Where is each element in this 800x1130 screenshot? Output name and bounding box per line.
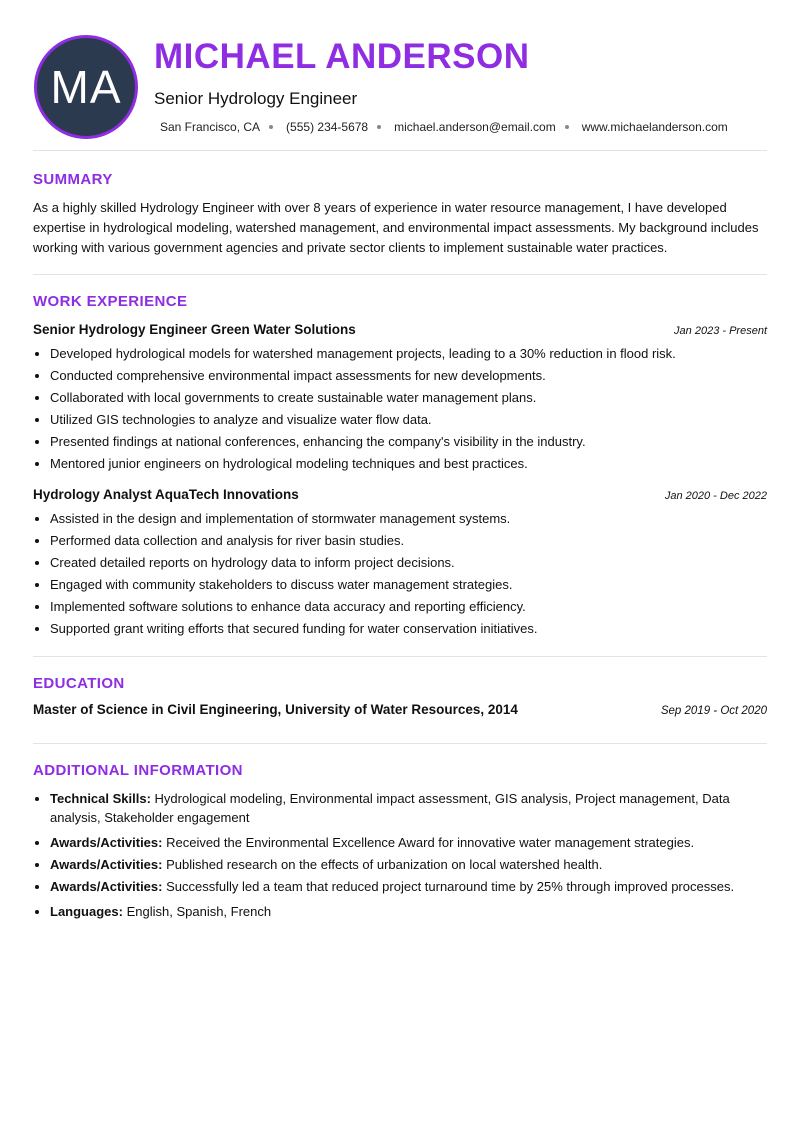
item-text: Received the Environmental Excellence Award for innovative water management strategies. [166,835,695,850]
additional-information-section [33,744,767,921]
job-bullet: • Mentored junior engineers on hydrological modeling techniques and best practices. [50,453,767,475]
summary-section [33,151,767,275]
education-date: Sep 2019 - Oct 2020 [660,705,767,717]
item-label: Awards/Activities: [50,879,163,894]
item-text: English, Spanish, French [126,904,272,919]
contact-website: www.michaelanderson.com [581,120,728,134]
job-bullet: • Presented findings at national conferences, enhancing the company's visibility in the industry. [50,431,767,453]
job-header [33,487,767,502]
additional-item [50,902,767,921]
item-text: Hydrological modeling, Environmental impact assessment, GIS analysis, Project management, Data analysis, Stakeholder engagement [50,791,730,825]
candidate-title: Senior Hydrology Engineer [154,89,358,108]
job-bullet: • Conducted comprehensive environmental impact assessments for new developments. [50,365,767,387]
additional-item [50,833,767,852]
separator-dot [377,125,381,129]
job-bullets [33,343,767,475]
resume-header [33,0,767,151]
job-date: Jan 2020 - Dec 2022 [664,490,767,502]
work-experience-section [33,275,767,657]
avatar-initials: MA [50,61,122,113]
item-text: Successfully led a team that reduced project turnaround time by 25% through improved processes. [166,879,735,894]
education-section [33,657,767,744]
additional-item [50,877,767,896]
job-bullets [33,508,767,640]
summary-text: As a highly skilled Hydrology Engineer with over 8 years of experience in water resource management, I have developed expertise in hydrological modeling, watershed management, and environmental impact assessments. My background includes working with various government agencies and private sector clients to implement sustainable water practices. [33,200,759,255]
job-bullet: • Implemented software solutions to enhance data accuracy and reporting efficiency. [50,596,767,618]
item-label: Awards/Activities: [50,835,163,850]
section-heading-summary: SUMMARY [33,171,113,188]
job-bullet: • Supported grant writing efforts that secured funding for water conservation initiatives. [50,618,767,640]
job-bullet: • Performed data collection and analysis for river basin studies. [50,530,767,552]
additional-list [33,789,767,921]
job-title: Senior Hydrology Engineer Green Water Solutions [33,322,356,337]
job-bullet: • Assisted in the design and implementation of stormwater management systems. [50,508,767,530]
job-bullet: • Engaged with community stakeholders to discuss water management strategies. [50,574,767,596]
contact-email: michael.anderson@email.com [394,120,556,134]
item-label: Technical Skills: [50,791,151,806]
separator-dot [565,125,569,129]
item-label: Awards/Activities: [50,857,163,872]
education-degree: Master of Science in Civil Engineering, University of Water Resources, 2014 [33,702,518,717]
item-label: Languages: [50,904,123,919]
additional-item [50,789,767,827]
contact-location: San Francisco, CA [160,120,261,134]
item-text: Published research on the effects of urbanization on local watershed health. [166,857,603,872]
separator-dot [269,125,273,129]
job-bullet: • Created detailed reports on hydrology data to inform project decisions. [50,552,767,574]
education-entry [33,702,767,717]
section-heading-education: EDUCATION [33,675,125,692]
job-entry [33,322,767,475]
contact-phone: (555) 234-5678 [286,120,369,134]
job-entry [33,487,767,640]
section-heading-work: WORK EXPERIENCE [33,293,188,310]
section-heading-additional: ADDITIONAL INFORMATION [33,762,243,779]
job-header [33,322,767,337]
candidate-name: MICHAEL ANDERSON [154,37,530,76]
job-bullet: • Utilized GIS technologies to analyze and visualize water flow data. [50,409,767,431]
additional-item [50,855,767,874]
job-bullet: • Collaborated with local governments to create sustainable water management plans. [50,387,767,409]
avatar [34,35,138,139]
job-bullet: • Developed hydrological models for watershed management projects, leading to a 30% reduction in flood risk. [50,343,767,365]
contact-info [160,120,728,134]
job-date: Jan 2023 - Present [674,325,767,337]
job-title: Hydrology Analyst AquaTech Innovations [33,487,299,502]
